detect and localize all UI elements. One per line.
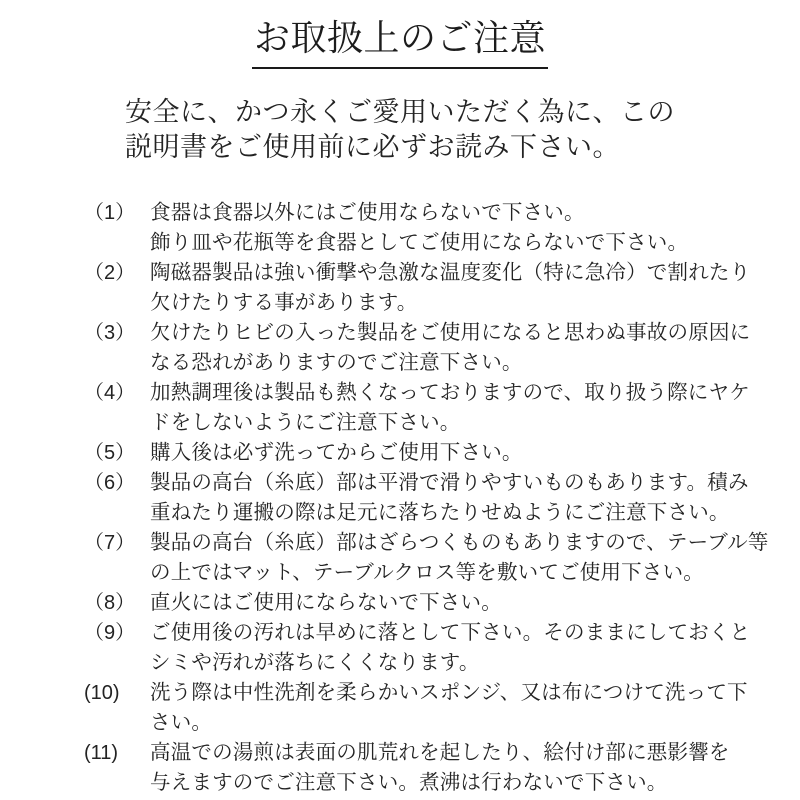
item-text bbox=[150, 468, 749, 528]
item-number: （1） bbox=[84, 202, 136, 225]
item-number: （5） bbox=[84, 442, 136, 465]
list-item bbox=[84, 468, 749, 528]
item-number: (11) bbox=[84, 742, 119, 765]
item-text bbox=[150, 198, 728, 258]
list-item bbox=[84, 528, 769, 588]
item-line: 洗う際は中性洗剤を柔らかいスポンジ、又は布につけて洗って下 bbox=[150, 681, 748, 705]
list-item bbox=[84, 738, 728, 798]
item-line: 加熱調理後は製品も熱くなっておりますので、取り扱う際にヤケ bbox=[150, 381, 750, 405]
item-text bbox=[150, 438, 728, 468]
item-line: ドをしないようにご注意下さい。 bbox=[150, 411, 461, 435]
item-text bbox=[150, 318, 750, 378]
item-number: （7） bbox=[84, 532, 136, 555]
item-text bbox=[150, 588, 728, 618]
list-item bbox=[84, 438, 728, 468]
list-item bbox=[84, 618, 751, 678]
item-line: 製品の高台（糸底）部はざらつくものもありますので、テーブル等 bbox=[150, 531, 769, 555]
item-line: 欠けたりする事があります。 bbox=[150, 291, 418, 315]
item-line: シミや汚れが落ちにくくなります。 bbox=[150, 651, 480, 675]
item-line: 製品の高台（糸底）部は平滑で滑りやすいものもあります。積み bbox=[150, 471, 749, 495]
item-line: 重ねたり運搬の際は足元に落ちたりせぬようにご注意下さい。 bbox=[150, 501, 730, 525]
item-number: （8） bbox=[84, 592, 136, 615]
item-line: 購入後は必ず洗ってからご使用下さい。 bbox=[150, 441, 523, 465]
list-item bbox=[84, 678, 748, 738]
title-wrap bbox=[0, 16, 800, 69]
list-item bbox=[84, 588, 728, 618]
item-line: 陶磁器製品は強い衝撃や急激な温度変化（特に急冷）で割れたり bbox=[150, 261, 751, 285]
item-line: の上ではマット、テーブルクロス等を敷いてご使用下さい。 bbox=[150, 561, 704, 585]
precautions-list bbox=[0, 198, 800, 798]
item-text bbox=[150, 378, 750, 438]
item-line: 高温での湯煎は表面の肌荒れを起したり、絵付け部に悪影響を bbox=[150, 741, 730, 765]
item-text bbox=[150, 738, 730, 798]
item-line: 直火にはご使用にならないで下さい。 bbox=[150, 591, 502, 615]
item-line: 与えますのでご注意下さい。煮沸は行わないで下さい。 bbox=[150, 771, 668, 795]
item-text bbox=[150, 258, 750, 318]
item-line: ご使用後の汚れは早めに落として下さい。そのままにしておくと bbox=[150, 621, 751, 645]
item-number: （6） bbox=[84, 472, 136, 495]
item-text bbox=[150, 528, 769, 588]
item-text bbox=[150, 618, 750, 678]
item-text bbox=[150, 678, 748, 738]
item-line: なる恐れがありますのでご注意下さい。 bbox=[150, 351, 523, 375]
item-number: (10) bbox=[84, 682, 120, 705]
list-item bbox=[84, 318, 751, 378]
intro-text bbox=[125, 95, 675, 165]
page-title: お取扱上のご注意 bbox=[252, 16, 548, 69]
item-number: （4） bbox=[84, 382, 136, 405]
item-number: （9） bbox=[84, 622, 136, 645]
item-line: 食器は食器以外にはご使用ならないで下さい。 bbox=[150, 201, 585, 225]
intro-line-2: 説明書をご使用前に必ずお読み下さい。 bbox=[125, 132, 620, 163]
item-number: （2） bbox=[84, 262, 136, 285]
list-item bbox=[84, 198, 728, 258]
list-item bbox=[84, 378, 750, 438]
item-number: （3） bbox=[84, 322, 136, 345]
intro-line-1: 安全に、かつ永くご愛用いただく為に、この bbox=[125, 97, 675, 128]
item-line: 飾り皿や花瓶等を食器としてご使用にならないで下さい。 bbox=[150, 231, 689, 255]
item-line: 欠けたりヒビの入った製品をご使用になると思わぬ事故の原因に bbox=[150, 321, 751, 345]
item-line: さい。 bbox=[150, 711, 213, 735]
list-item bbox=[84, 258, 751, 318]
